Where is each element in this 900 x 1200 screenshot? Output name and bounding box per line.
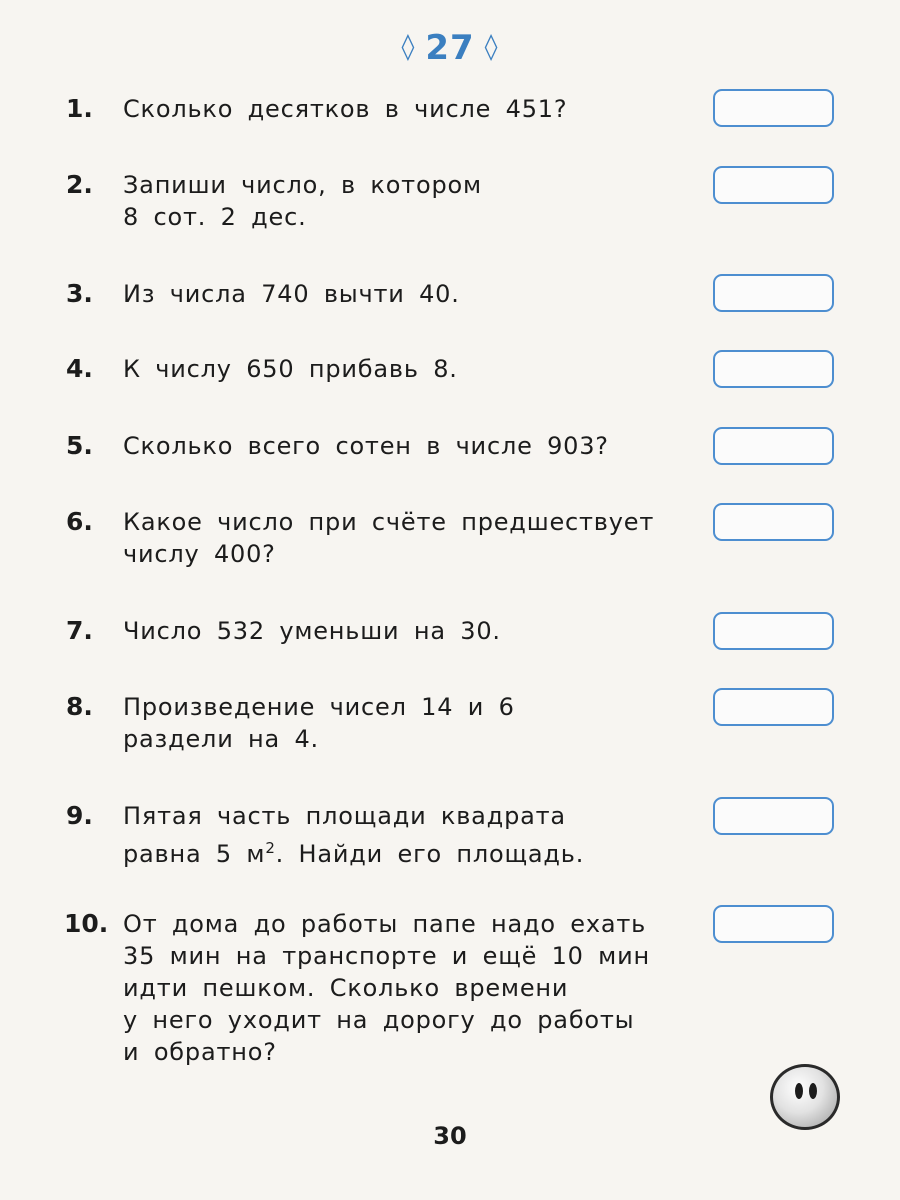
task-number: 10. bbox=[64, 909, 109, 938]
task-text: Запиши число, в котором 8 сот. 2 дес. bbox=[123, 171, 482, 231]
task-text: От дома до работы папе надо ехать 35 мин на транспорте и ещё 10 мин идти пешком. Сколько времени у него уходит на дорогу до работы и обратно? bbox=[123, 910, 650, 1066]
task-text: Сколько всего сотен в числе 903? bbox=[123, 432, 609, 460]
task-number: 7. bbox=[66, 616, 93, 645]
smiley-eye bbox=[809, 1083, 817, 1099]
task-text-line: Пятая часть площади квадрата bbox=[123, 802, 566, 830]
section-number: 27 bbox=[425, 28, 475, 68]
answer-box-1[interactable] bbox=[713, 89, 834, 127]
answer-box-8[interactable] bbox=[713, 688, 834, 726]
task-number: 6. bbox=[66, 507, 93, 536]
smiley-eye bbox=[795, 1083, 803, 1099]
task-number: 5. bbox=[66, 431, 93, 460]
superscript: 2 bbox=[265, 839, 276, 857]
task-text-line: равна 5 м bbox=[123, 840, 266, 868]
diamond-icon: ◊ bbox=[484, 32, 499, 62]
task-text: Число 532 уменьши на 30. bbox=[123, 617, 501, 645]
task-number: 4. bbox=[66, 354, 93, 383]
page-number: 30 bbox=[433, 1122, 467, 1150]
task-text: Какое число при счёте предшествует числу 400? bbox=[123, 508, 655, 568]
task-text: Сколько десятков в числе 451? bbox=[123, 95, 568, 123]
answer-box-3[interactable] bbox=[713, 274, 834, 312]
smiley-face-icon bbox=[770, 1064, 840, 1130]
task-number: 8. bbox=[66, 692, 93, 721]
answer-box-9[interactable] bbox=[713, 797, 834, 835]
task-text: Произведение чисел 14 и 6 раздели на 4. bbox=[123, 693, 515, 753]
task-number: 9. bbox=[66, 801, 93, 830]
task-text bbox=[123, 800, 683, 870]
task-text: Из числа 740 вычти 40. bbox=[123, 280, 460, 308]
answer-box-5[interactable] bbox=[713, 427, 834, 465]
diamond-icon: ◊ bbox=[401, 32, 416, 62]
task-text: К числу 650 прибавь 8. bbox=[123, 355, 458, 383]
answer-box-6[interactable] bbox=[713, 503, 834, 541]
task-number: 1. bbox=[66, 94, 93, 123]
task-number: 2. bbox=[66, 170, 93, 199]
answer-box-7[interactable] bbox=[713, 612, 834, 650]
section-header bbox=[0, 28, 900, 68]
answer-box-10[interactable] bbox=[713, 905, 834, 943]
task-text-line: . Найди его площадь. bbox=[275, 840, 585, 868]
answer-box-2[interactable] bbox=[713, 166, 834, 204]
task-number: 3. bbox=[66, 279, 93, 308]
answer-box-4[interactable] bbox=[713, 350, 834, 388]
